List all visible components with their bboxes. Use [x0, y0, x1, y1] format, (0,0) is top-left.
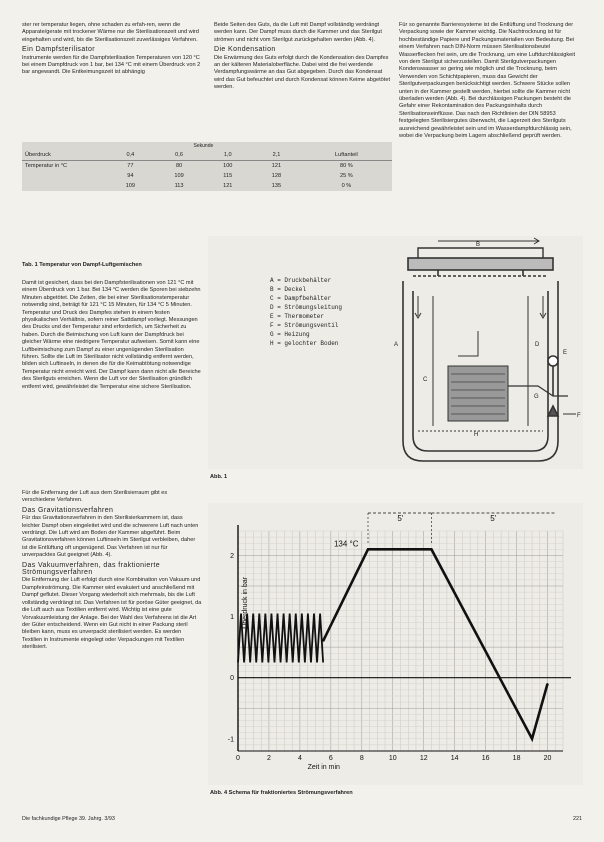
- column-3: [399, 22, 581, 143]
- diagram-letter: A: [394, 342, 399, 348]
- section-heading: Das Vakuumverfahren, das fraktionierte Strömungsverfahren: [22, 561, 161, 577]
- section-heading: Das Gravitationsverfahren: [22, 506, 114, 514]
- paragraph: Beide Seiten des Guts, da die Luft mit Dampf vollständig verdrängt werden kann. Der Dampf muss durch die Kammer und das Sterilgut strömen und nicht vom Sterilgut zurückgehalten werden (Abb. 4).: [214, 22, 382, 43]
- y-tick-label: -1: [227, 736, 234, 744]
- diagram-letter: D: [535, 342, 540, 348]
- legend-line: B = Deckel: [270, 286, 307, 293]
- data-point: [322, 640, 324, 642]
- diagram-letter: C: [423, 377, 428, 383]
- x-tick-label: 10: [388, 755, 397, 762]
- diagram-letter: H: [474, 432, 479, 438]
- y-tick-label: 1: [230, 614, 234, 622]
- paragraph: Instrumente werden für die Dampfsterilisation Temperaturen von 120 °C bei einem Dampfdruck von 1 bar, bei 134 °C mit einem Überdruck von 2 bar angewandt. Die Entkeimungszeit ist abhängig: [22, 54, 201, 76]
- page-footer: [22, 816, 582, 822]
- x-axis-label: Zeit in min: [307, 764, 340, 771]
- section-heading: Ein Dampfsterilisator: [22, 46, 95, 54]
- phase-label: 5': [490, 514, 497, 523]
- data-point: [531, 738, 533, 740]
- table-super-header: Sekunde: [193, 143, 214, 149]
- temperature-table: [22, 142, 392, 191]
- legend-line: A = Druckbehälter: [270, 277, 332, 284]
- x-tick-label: 12: [419, 755, 428, 762]
- y-tick-label: 2: [230, 552, 234, 560]
- paragraph: ster rer temperatur liegen, ohne schaden zu erfah-ren, wenn die Apparate/gerate mit trockener Wärme nur die Sterilisationszeit und wird eingehalten und wird, bis die Sterilisationszeit zuverlässiges Verfahren.: [22, 22, 199, 43]
- y-tick-label: 0: [230, 675, 234, 683]
- diagram-letter: E: [563, 350, 568, 356]
- paragraph: Für die Entfernung der Luft aus dem Sterilisierraum gibt es verschiedene Verfahren.: [22, 490, 168, 504]
- x-tick-label: 0: [236, 755, 240, 762]
- figure-caption: Abb. 1: [210, 474, 228, 480]
- data-point: [367, 549, 369, 551]
- table-row: 94 109 115 128 25 %: [127, 173, 353, 179]
- paragraph: Für so genannte Barrieresysteme ist die Entlüftung und Trocknung der Verpackung sowie der Kammer wichtig. Die Nachtrocknung ist für hochbeständige Papiere und Packungsmaterialien von Bedeutung. Bei einem Verfahren nach DIN-Norm müssen Sterilisationsbeutel Wasserflecken frei sein, um die Trocknung, um eine Luftdurchlässigkeit von dem Sterilgut sicherzustellen. Damit Sterilgutverpackungen Kondenswasser so gering wie möglich und die Trocknung, beim Verwenden von Schichtpapieren, muss das Gewicht der Sterilgutverpackungen berücksichtigt werden. Schwere Stücke sollen unten in der Kammer gestellt werden, hierbei sollte die Kammer nicht überladen werden (Abb. 4). Bei durchlässigen Packungen besteht die Gefahr einer Rekontamination des Packungsinhalts durch Sterilisationseinflüsse. Das nach den Richtlinien der DIN 58953 festgelegten Sterilisiergutes überwacht, die Lagerzeit des Sterilguts ausreichend gewährleistet sein und im Wasserdampfdurchlässig sein, wobei die Verpackung beim Lagern abschließend geprüft werden.: [399, 22, 576, 140]
- paragraph: Für das Gravitationsverfahren in den Sterilisierkammern ist, dass leichter Dampf oben eingeleitet wird und die schwerere Luft nach unten verdrängt. Die Luft wird am Boden der Kammer abgeführt. Beim Gravitationsverfahren können Luftinseln im Sterilgut verbleiben, daher ist die Entlüftung oft ungenügend. Das Verfahren ist nur für unverpacktes Gut geeignet (Abb. 4).: [22, 515, 199, 559]
- data-point: [431, 549, 433, 551]
- legend-line: C = Dampfbehälter: [270, 295, 332, 302]
- paragraph: Die Erwärmung des Guts erfolgt durch die Kondensation des Dampfes an der kälteren Materialoberfläche. Dabei wird die frei werdende Verdampfungswärme an das Gut abgegeben. Durch das Kondensat wird das Gut befeuchtet und durch Kondensat können Keime abgetötet werden.: [214, 54, 391, 91]
- phase-label: 5': [397, 514, 404, 523]
- temperature-annotation: 134 °C: [333, 539, 359, 549]
- x-tick-label: 2: [266, 755, 271, 762]
- column-1-bottom: [22, 490, 202, 654]
- x-tick-label: 6: [328, 755, 333, 762]
- figure-caption: Abb. 4 Schema für fraktioniertes Strömungsverfahren: [210, 790, 353, 796]
- footer-journal: Die fachkundige Pflege 39. Jahrg. 3/93: [22, 816, 115, 822]
- legend-line: D = Strömungsleitung: [270, 304, 343, 311]
- pressure-time-chart: [208, 503, 583, 785]
- column-2-top: [214, 22, 394, 94]
- x-tick-label: 18: [512, 755, 521, 762]
- page-number: 221: [573, 816, 582, 822]
- y-axis-label: Überdruck in bar: [242, 577, 249, 629]
- data-point: [417, 549, 419, 551]
- paragraph: Damit ist gesichert, dass bei den Dampfsterilisationen von 121 °C mit einem Überdruck von 1 bar. Bei 134 °C werden die Sporen bei siebzehn Minuten abgetötet. Die Zeiten, die bei einer Sterilisationstemperatur notwendig sind, beträgt für 121 °C 15 Minuten, für 134 °C 5 Minuten. Temperatur und Druck des Dampfes stehen in einem festen physikalischen Verhältnis, sofern reiner Sattdampf vorliegt. Messungen des Drucks und der Temperatur sind erforderlich, um Sicherheit zu haben. Durch die Beimischung von Luft kann der Dampfdruck bei gleicher Wärme eine niedrigere Temperatur aufweisen. Somit kann eine Luftbeimischung zum Dampf zu einer ungenügenden Sterilisation führen. Sollte die Luft im Sterilisator nicht vollständig entfernt werden, bilden sich Luftinseln, in denen die für die Keimabtötung notwendige Temperatur nicht erreicht wird. Der Dampf kann dann nicht alle Bereiche des Sterilguts erreichen. Wenn die Luft vor der Sterilisation gründlich entfernt wird, gewährleistet die Temperatur eine sichere Sterilisation.: [22, 280, 201, 390]
- table-row: Temperatur in °C 77 80 100 121 80 %: [25, 163, 353, 169]
- x-tick-label: 16: [481, 755, 490, 762]
- paragraph: Die Entfernung der Luft erfolgt durch eine Kombination von Vakuum und Dampfeinströmung. Die Kammer wird evakuiert und anschließend mit Dampf geflutet. Dieser Vorgang wiederholt sich mehrmals, bis die Luft vollständig verdrängt ist. Das Verfahren ist für poröse Güter geeignet, da die Luft auch aus Textilien entfernt wird. Wichtig ist eine gute Vorvakuumleistung der Anlage. Bei der Wahl des Verfahrens ist die Art der Güter entscheidend. Wenn ein Gut nicht in einer Packung steril bleiben kann, muss es unverpackt sterilisiert werden. Es werden Textilien in Instrumente eingelegt oder Verpackungen mit Textilien sterilisiert.: [22, 577, 202, 651]
- legend-line: E = Thermometer: [270, 313, 325, 320]
- table-caption: Tab. 1 Temperatur von Dampf-Luftgemischen: [22, 262, 142, 268]
- section-heading: Die Kondensation: [214, 46, 276, 54]
- column-1-top: [22, 22, 202, 79]
- diagram-letter: B: [476, 242, 481, 248]
- table-row: 109 113 121 135 0 %: [125, 183, 352, 189]
- legend-line: H = gelochter Boden: [270, 340, 339, 347]
- table-header-row: Überdruck 0,4 0,6 1,0 2,1 Luftanteil: [22, 150, 392, 161]
- data-point: [547, 683, 549, 685]
- x-tick-label: 4: [297, 755, 302, 762]
- diagram-letter: F: [577, 413, 581, 419]
- column-1-middle: [22, 280, 202, 393]
- legend-line: G = Heizung: [270, 331, 310, 338]
- diagram-letter: G: [534, 394, 539, 400]
- x-tick-label: 14: [450, 755, 459, 762]
- data-point: [380, 549, 382, 551]
- sterilizer-diagram: [208, 236, 583, 469]
- x-tick-label: 8: [359, 755, 364, 762]
- x-tick-label: 20: [543, 755, 552, 762]
- legend-line: F = Strömungsventil: [270, 322, 339, 329]
